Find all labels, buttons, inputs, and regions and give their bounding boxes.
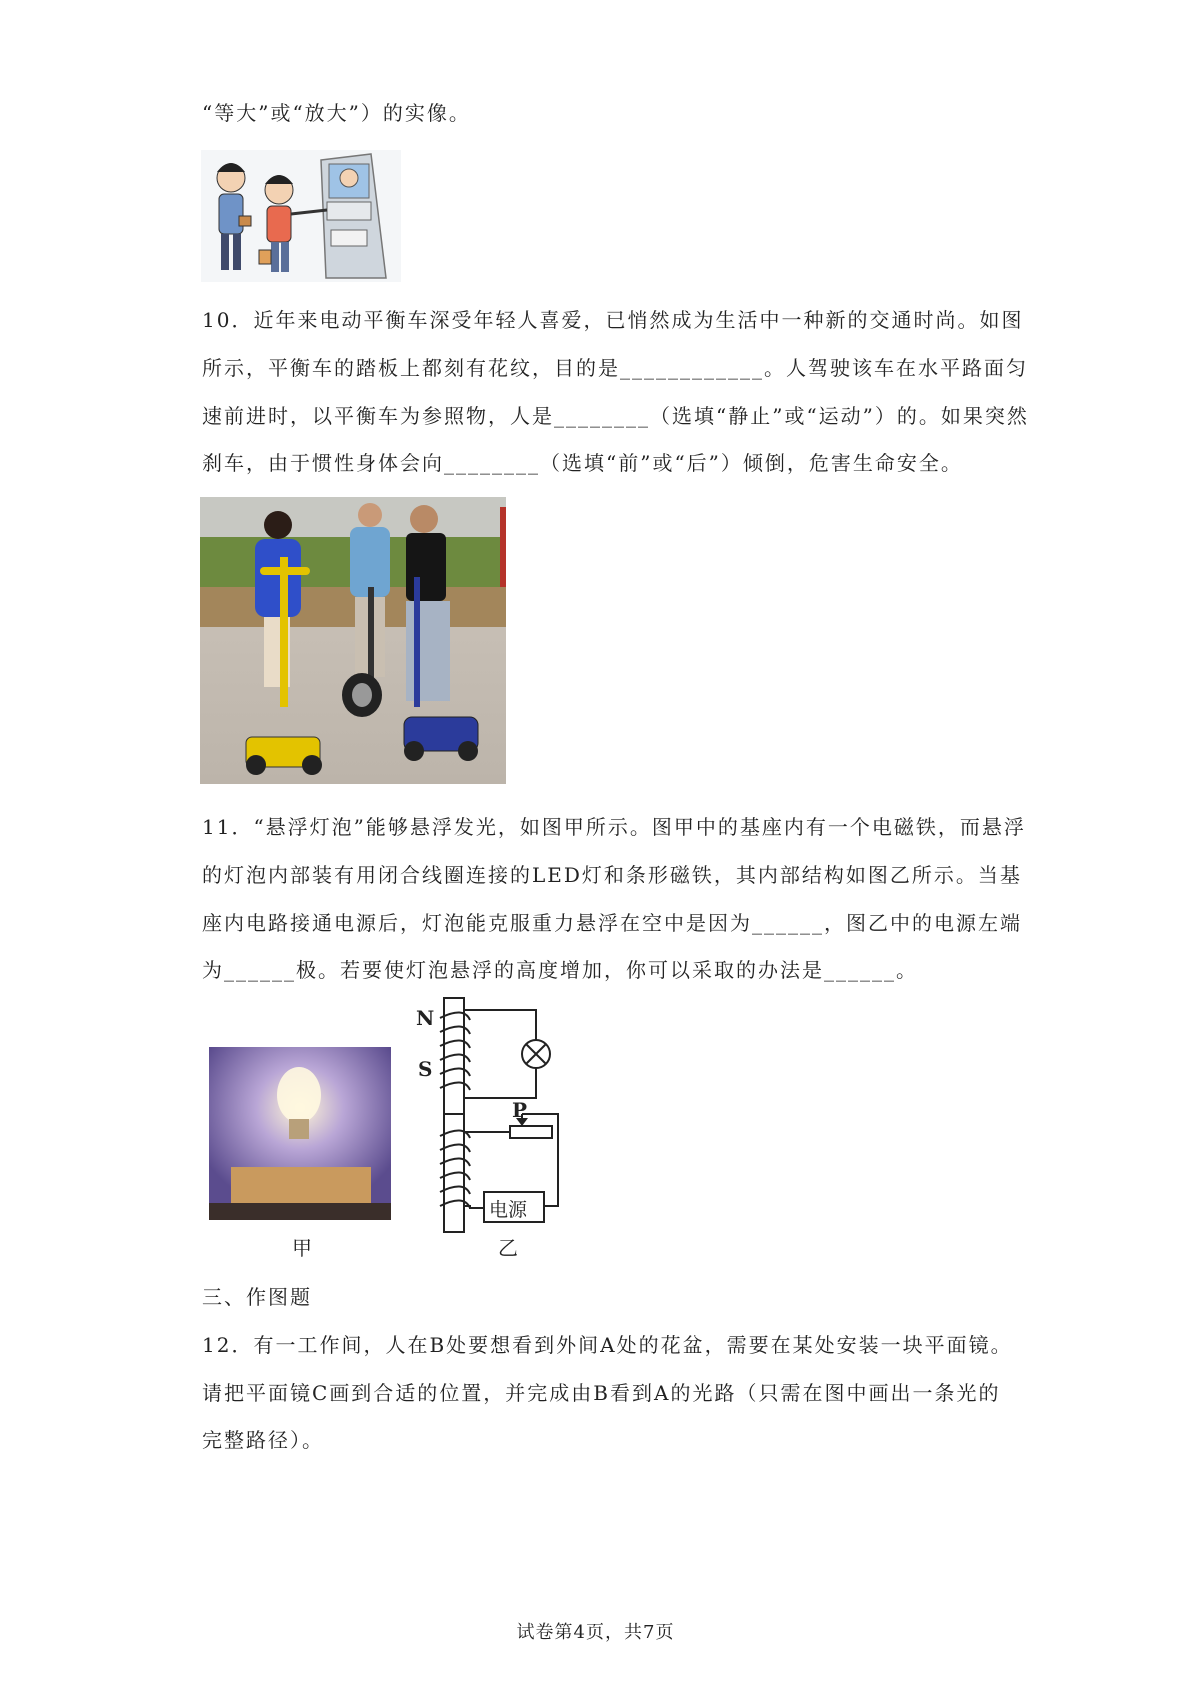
power-source-label: 电源: [489, 1199, 528, 1221]
q11-line-4: 为______极。若要使灯泡悬浮的高度增加，你可以采取的办法是______。: [202, 958, 918, 982]
q12-line-3: 完整路径）。: [202, 1428, 324, 1452]
label-p: P: [512, 1098, 528, 1122]
label-s: S: [418, 1057, 433, 1081]
q10-line-2: 所示，平衡车的踏板上都刻有花纹，目的是____________。人驾驶该车在水平路面匀: [202, 356, 1028, 380]
q10-line-3: 速前进时，以平衡车为参照物，人是________（选填“静止”或“运动”）的。如果突然: [202, 404, 1029, 428]
q11-line-2: 的灯泡内部装有用闭合线圈连接的LED灯和条形磁铁，其内部结构如图乙所示。当基: [202, 863, 1022, 887]
label-n: N: [416, 1006, 435, 1030]
q11-line-1: 11．“悬浮灯泡”能够悬浮发光，如图甲所示。图甲中的基座内有一个电磁铁，而悬浮: [202, 815, 1026, 839]
balance-car-photo: [200, 497, 506, 784]
q12-line-1: 12．有一工作间，人在B处要想看到外间A处的花盆，需要在某处安装一块平面镜。: [202, 1333, 1013, 1357]
q9-tail-text: “等大”或“放大”）的实像。: [202, 101, 471, 125]
q10-line-1: 10．近年来电动平衡车深受年轻人喜爱，已悄然成为生活中一种新的交通时尚。如图: [202, 308, 1024, 332]
q11-line-3: 座内电路接通电源后，灯泡能克服重力悬浮在空中是因为______，图乙中的电源左端: [202, 911, 1022, 935]
q10-line-4: 刹车，由于惯性身体会向________（选填“前”或“后”）倾倒，危害生命安全。: [202, 451, 963, 475]
atm-cartoon-image: [201, 150, 401, 282]
figure-jia-caption: 甲: [292, 1236, 312, 1260]
page-footer: 试卷第4页，共7页: [516, 1622, 675, 1643]
levitating-bulb-photo: [209, 1047, 391, 1220]
figure-yi-caption: 乙: [498, 1236, 518, 1260]
section-3-heading: 三、作图题: [202, 1285, 312, 1309]
q12-line-2: 请把平面镜C画到合适的位置，并完成由B看到A的光路（只需在图中画出一条光的: [202, 1381, 1001, 1405]
